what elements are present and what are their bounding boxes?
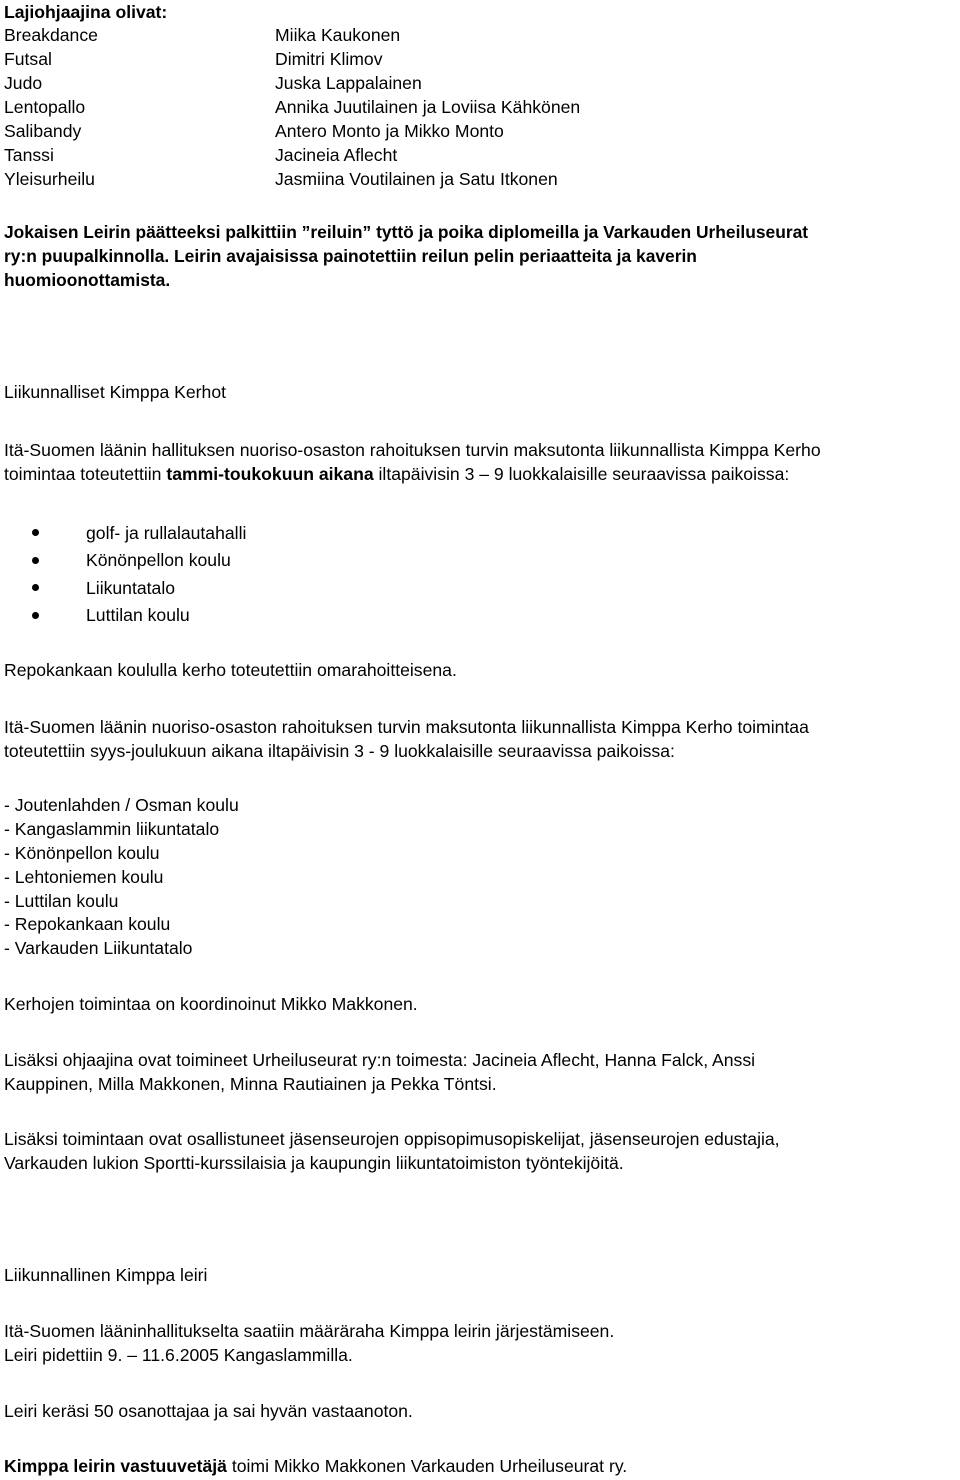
camp-paragraph-1	[4, 1319, 614, 1367]
camp-paragraph-2: Leiri keräsi 50 osanottajaa ja sai hyvän vastaanoton.	[4, 1401, 413, 1421]
paragraph-line: Lisäksi ohjaajina ovat toimineet Urheiluseurat ry:n toimesta: Jacineia Aflecht, Hanna Falck, Anssi	[4, 1050, 756, 1070]
coach-name: Antero Monto ja Mikko Monto	[275, 121, 504, 141]
list-item	[32, 574, 246, 602]
list-item-label: Luttilan koulu	[86, 605, 190, 626]
bullet-icon	[32, 612, 39, 619]
award-paragraph	[4, 220, 808, 292]
coach-sport: Judo	[4, 73, 43, 93]
coach-sport: Yleisurheilu	[4, 169, 95, 189]
clubs-paragraph-4: Kerhojen toimintaa on koordinoinut Mikko Makkonen.	[4, 994, 418, 1014]
spring-locations-list	[32, 519, 246, 629]
coach-sport: Salibandy	[4, 121, 82, 141]
coach-name: Jasmiina Voutilainen ja Satu Itkonen	[275, 169, 558, 189]
coach-sport: Breakdance	[4, 25, 98, 45]
clubs-heading: Liikunnalliset Kimppa Kerhot	[4, 382, 227, 402]
list-item: - Kangaslammin liikuntatalo	[4, 818, 220, 839]
list-item: - Könönpellon koulu	[4, 842, 160, 863]
paragraph-line: Lisäksi toimintaan ovat osallistuneet jäsenseurojen oppisopimusopiskelijat, jäsenseurojen edustajia,	[4, 1129, 780, 1149]
coach-name: Annika Juutilainen ja Loviisa Kähkönen	[275, 97, 581, 117]
award-line: ry:n puupalkinnolla. Leirin avajaisissa painotettiin reilun pelin periaatteita ja kaverin	[4, 246, 697, 266]
coach-sport: Lentopallo	[4, 97, 86, 117]
camp-paragraph-3	[4, 1454, 627, 1478]
bullet-icon	[32, 529, 39, 536]
bold-role: Kimppa leirin vastuuvetäjä	[4, 1456, 227, 1476]
camp-heading: Liikunnallinen Kimppa leiri	[4, 1265, 208, 1285]
list-item	[32, 547, 246, 575]
text-span: iltapäivisin 3 – 9 luokkalaisille seuraavissa paikoissa:	[373, 464, 790, 484]
clubs-paragraph-1	[4, 438, 821, 486]
autumn-locations-list	[4, 793, 239, 960]
coach-sport: Futsal	[4, 49, 52, 69]
clubs-paragraph-3	[4, 715, 809, 763]
list-item	[32, 519, 246, 547]
paragraph-line: Varkauden lukion Sportti-kurssilaisia ja kaupungin liikuntatoimiston työntekijöitä.	[4, 1153, 624, 1173]
clubs-paragraph-6	[4, 1127, 780, 1175]
award-line: Jokaisen Leirin päätteeksi palkittiin ”reiluin” tyttö ja poika diplomeilla ja Varkauden Urheiluseurat	[4, 222, 809, 242]
bullet-icon	[32, 584, 39, 591]
paragraph-line: Itä-Suomen läänin nuoriso-osaston rahoituksen turvin maksutonta liikunnallista Kimppa Kerho toimintaa	[4, 717, 809, 737]
paragraph-line: Kauppinen, Milla Makkonen, Minna Rautiainen ja Pekka Töntsi.	[4, 1074, 497, 1094]
clubs-paragraph-2: Repokankaan koululla kerho toteutettiin omarahoitteisena.	[4, 660, 457, 680]
list-item-label: Könönpellon koulu	[86, 550, 231, 571]
paragraph-line: Leiri pidettiin 9. – 11.6.2005 Kangaslammilla.	[4, 1345, 353, 1365]
paragraph-line: toteutettiin syys-joulukuun aikana iltapäivisin 3 - 9 luokkalaisille seuraavissa paikoissa:	[4, 741, 675, 761]
coach-name-column	[275, 23, 580, 191]
coach-name: Jacineia Aflecht	[275, 145, 398, 165]
list-item-label: golf- ja rullalautahalli	[86, 522, 247, 543]
list-item: - Luttilan koulu	[4, 890, 119, 911]
paragraph-line: Itä-Suomen läänin hallituksen nuoriso-osaston rahoituksen turvin maksutonta liikunnallista Kimppa Kerho	[4, 440, 821, 460]
list-item: - Lehtoniemen koulu	[4, 866, 164, 887]
bold-period: tammi-toukokuun aikana	[166, 464, 374, 484]
list-item	[32, 602, 246, 630]
coach-name: Juska Lappalainen	[275, 73, 422, 93]
list-item-label: Liikuntatalo	[86, 577, 176, 598]
coach-name: Dimitri Klimov	[275, 49, 383, 69]
list-item: - Repokankaan koulu	[4, 914, 171, 935]
text-span: toimintaa toteutettiin	[4, 464, 167, 484]
award-line: huomioonottamista.	[4, 270, 171, 290]
paragraph-line	[4, 462, 821, 486]
list-item: - Varkauden Liikuntatalo	[4, 938, 193, 959]
clubs-paragraph-5	[4, 1048, 755, 1096]
list-item: - Joutenlahden / Osman koulu	[4, 795, 239, 815]
coach-sport: Tanssi	[4, 145, 54, 165]
bullet-icon	[32, 557, 39, 564]
text-span: toimi Mikko Makkonen Varkauden Urheiluseurat ry.	[226, 1456, 628, 1476]
coach-name: Miika Kaukonen	[275, 25, 401, 45]
coach-sport-column	[4, 23, 98, 191]
paragraph-line: Itä-Suomen lääninhallitukselta saatiin määräraha Kimppa leirin järjestämiseen.	[4, 1321, 615, 1341]
coaches-title: Lajiohjaajina olivat:	[4, 2, 168, 22]
